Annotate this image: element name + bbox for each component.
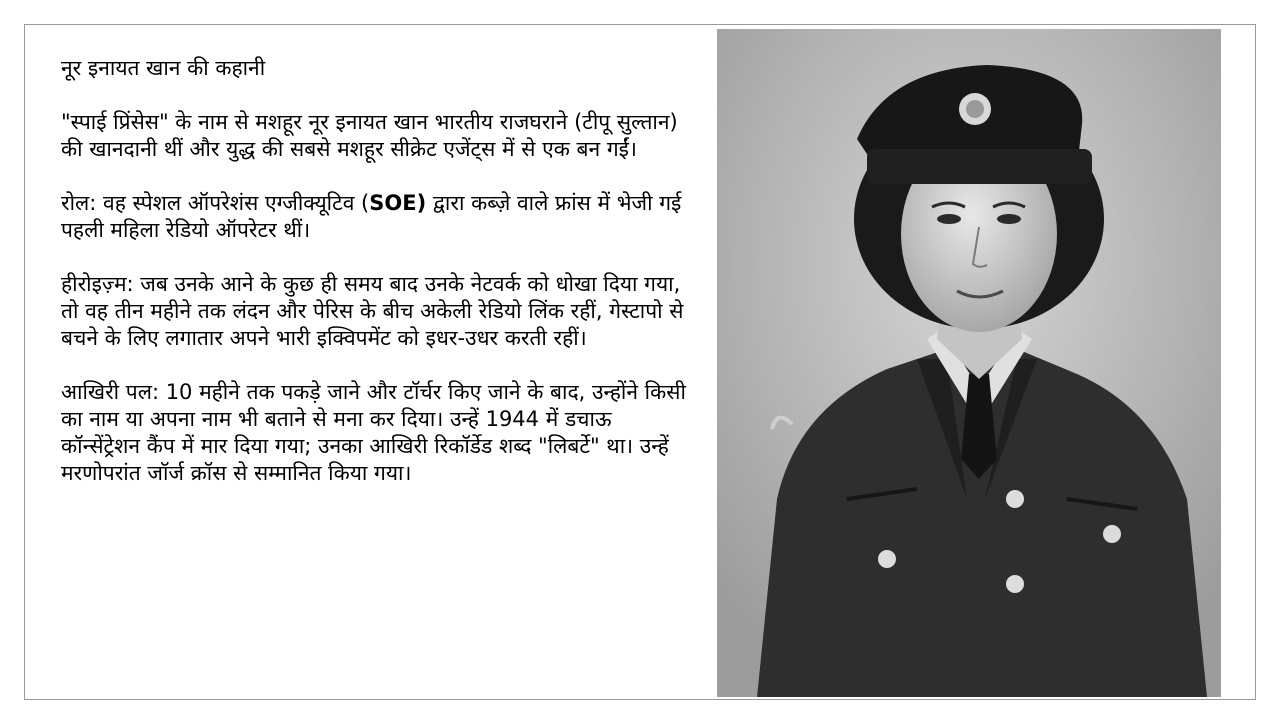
paragraph-intro: "स्पाई प्रिंसेस" के नाम से मशहूर नूर इनायत खान भारतीय राजघराने (टीपू सुल्तान) की खानदानी थीं और युद्ध की सबसे मशहूर सीक्रेट एजेंट्स में से एक बन गईं।	[61, 110, 678, 161]
paragraph-final-moments: आखिरी पल: 10 महीने तक पकड़े जाने और टॉर्चर किए जाने के बाद, उन्होंने किसी का नाम या अपना नाम भी बताने से मना कर दिया। उन्हें 1944 में डचाऊ कॉन्सेंट्रेशन कैंप में मार दिया गया; उनका आखिरी रिकॉर्डेड शब्द "लिबर्टे" था। उन्हें मरणोपरांत जॉर्ज क्रॉस से सम्मानित किया गया।	[61, 380, 686, 485]
role-text-after: द्वारा कब्ज़े वाले फ्रांस में भेजी गई पहली महिला रेडियो ऑपरेटर थीं।	[61, 191, 682, 242]
role-text-bold: SOE)	[369, 191, 427, 215]
portrait-illustration	[717, 29, 1221, 697]
portrait-photo	[717, 29, 1221, 697]
slide-title: नूर इनायत खान की कहानी	[61, 56, 266, 80]
text-column	[61, 55, 691, 514]
role-text-before: रोल: वह स्पेशल ऑपरेशंस एग्जीक्यूटिव (	[61, 191, 370, 215]
paragraph-heroism: हीरोइज़्म: जब उनके आने के कुछ ही समय बाद उनके नेटवर्क को धोखा दिया गया, तो वह तीन महीने तक लंदन और पेरिस के बीच अकेली रेडियो लिंक रहीं, गेस्टापो से बचने के लिए लगातार अपने भारी इक्विपमेंट को इधर-उधर करती रहीं।	[61, 272, 684, 350]
paragraph-role	[61, 190, 691, 244]
slide	[24, 24, 1256, 700]
